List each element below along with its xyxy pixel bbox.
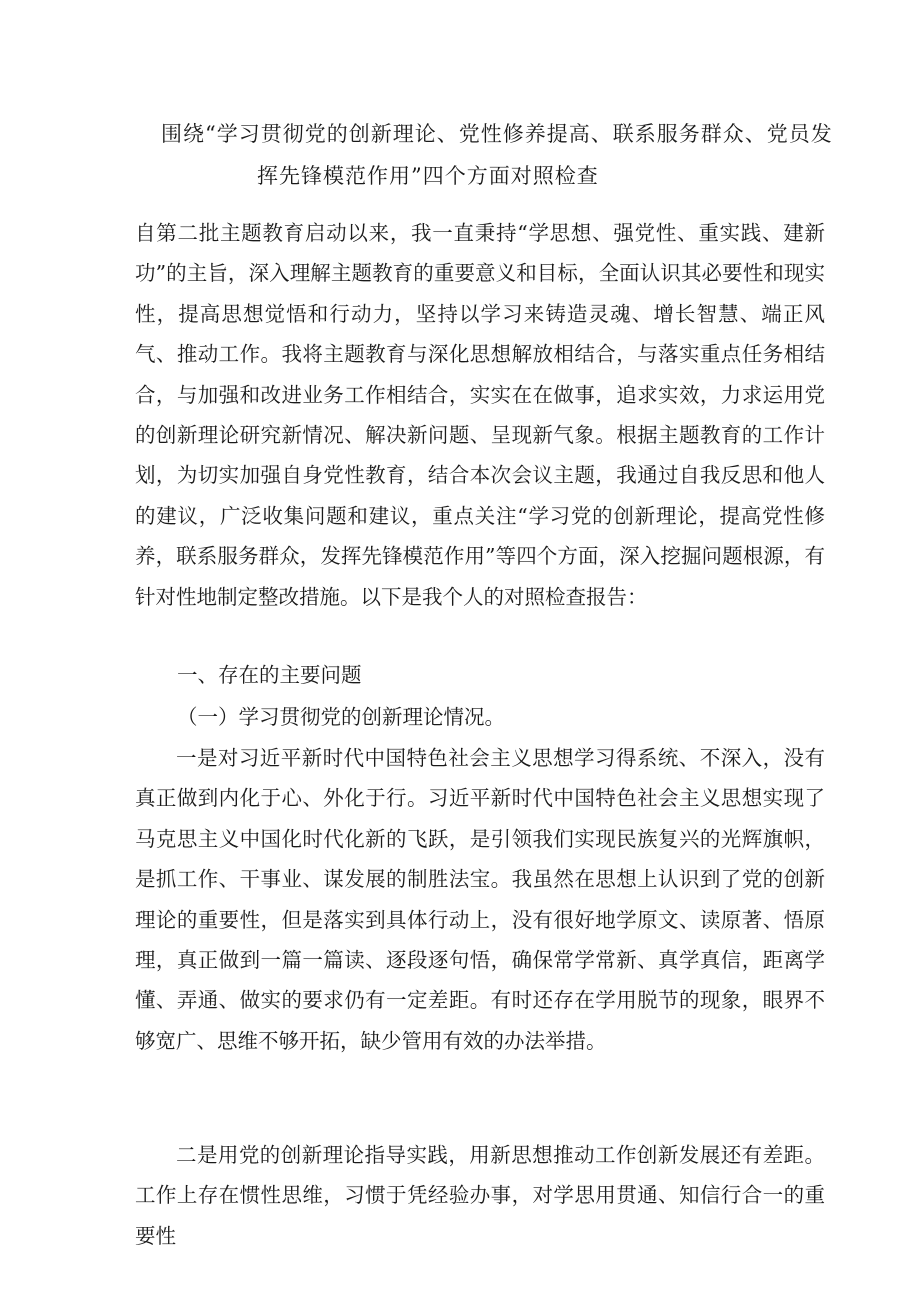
body-paragraph-1: 一是对习近平新时代中国特色社会主义思想学习得系统、不深入，没有真正做到内化于心、外化于行。习近平新时代中国特色社会主义思想实现了马克思主义中国化时代化新的飞跃，是引领我们实现民族复兴的光辉旗帜，是抓工作、干事业、谋发展的制胜法宝。我虽然在思想上认识到了党的创新理论的重要性，但是落实到具体行动上，没有很好地学原文、读原著、悟原理，真正做到一篇一篇读、逐段逐句悟，确保常学常新、真学真信，距离学懂、弄通、做实的要求仍有一定差距。有时还存在学用脱节的现象，眼界不够宽广、思维不够开拓，缺少管用有效的办法举措。	[135, 746, 825, 1053]
subsection-heading: （一）学习贯彻党的创新理论情况。	[177, 705, 505, 729]
section-heading: 一、存在的主要问题	[177, 663, 362, 687]
document-title-line-1: 围绕“学习贯彻党的创新理论、党性修养提高、联系服务群众、党员发	[161, 122, 833, 146]
intro-paragraph: 自第二批主题教育启动以来，我一直秉持“学思想、强党性、重实践、建新功”的主旨，深入理解主题教育的重要意义和目标，全面认识其必要性和现实性，提高思想觉悟和行动力，坚持以学习来铸造灵魂、增长智慧、端正风气、推动工作。我将主题教育与深化思想解放相结合，与落实重点任务相结合，与加强和改进业务工作相结合，实实在在做事，追求实效，力求运用党的创新理论研究新情况、解决新问题、呈现新气象。根据主题教育的工作计划，为切实加强自身党性教育，结合本次会议主题，我通过自我反思和他人的建议，广泛收集问题和建议，重点关注“学习党的创新理论，提高党性修养，联系服务群众，发挥先锋模范作用”等四个方面，深入挖掘问题根源，有针对性地制定整改措施。以下是我个人的对照检查报告：	[135, 221, 825, 609]
document-title-line-2: 挥先锋模范作用”四个方面对照检查	[257, 164, 599, 188]
body-paragraph-2: 二是用党的创新理论指导实践，用新思想推动工作创新发展还有差距。工作上存在惯性思维，习惯于凭经验办事，对学思用贯通、知信行合一的重要性	[135, 1143, 825, 1248]
